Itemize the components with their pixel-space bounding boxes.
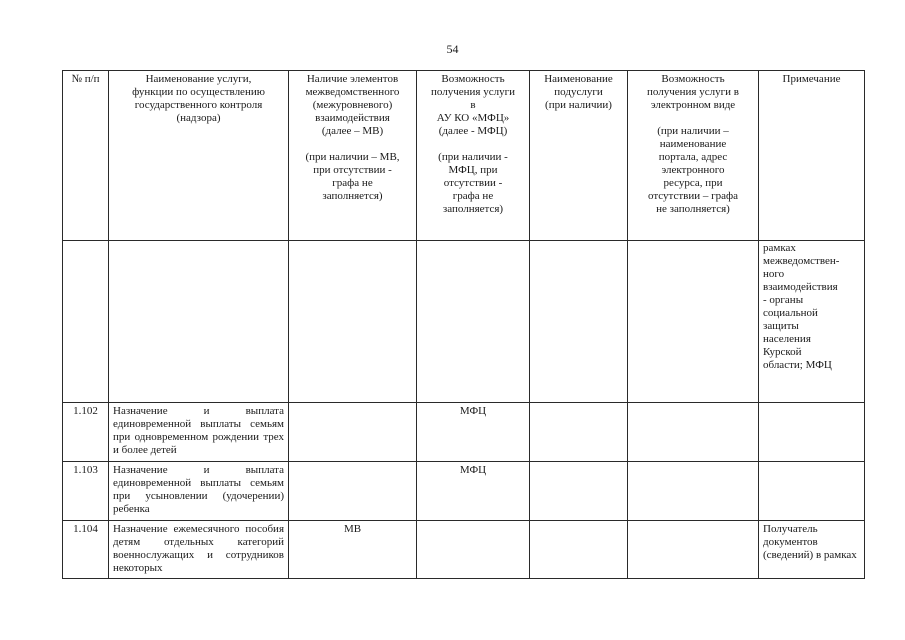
mfc-value: МФЦ <box>417 462 530 521</box>
mfc-value: МФЦ <box>417 403 530 462</box>
row-number: 1.104 <box>63 521 109 579</box>
electronic-value <box>628 462 759 521</box>
row-number: 1.102 <box>63 403 109 462</box>
note-value: Получатель документов (сведений) в рамках <box>759 521 865 579</box>
header-number: № п/п <box>63 71 109 241</box>
interagency-value: МВ <box>289 521 417 579</box>
electronic-value <box>628 241 759 403</box>
row-number <box>63 241 109 403</box>
subservice-value <box>530 403 628 462</box>
table-row <box>63 241 865 403</box>
subservice-value <box>530 241 628 403</box>
header-subservice: Наименование подуслуги (при наличии) <box>530 71 628 241</box>
interagency-value <box>289 462 417 521</box>
table-row <box>63 521 865 579</box>
interagency-value <box>289 241 417 403</box>
page-number: 54 <box>446 42 459 56</box>
header-service-name: Наименование услуги, функции по осуществлению государственного контроля (надзора) <box>109 71 289 241</box>
note-value: рамках межведомствен- ного взаимодействия - органы социальной защиты населения Курской области; МФЦ <box>759 241 865 403</box>
header-interagency: Наличие элементов межведомственного (межуровневого) взаимодействия (далее – МВ) (при наличии – МВ, при отсутствии - графа не заполняется) <box>289 71 417 241</box>
services-table <box>62 70 865 579</box>
service-name: Назначение ежемесячного пособия детям отдельных категорий военнослужащих и сотрудников некоторых <box>109 521 289 579</box>
note-value <box>759 403 865 462</box>
interagency-value <box>289 403 417 462</box>
header-note: Примечание <box>759 71 865 241</box>
electronic-value <box>628 521 759 579</box>
subservice-value <box>530 521 628 579</box>
header-electronic: Возможность получения услуги в электронном виде (при наличии – наименование портала, адрес электронного ресурса, при отсутствии – графа не заполняется) <box>628 71 759 241</box>
row-number: 1.103 <box>63 462 109 521</box>
service-name: Назначение и выплата единовременной выплаты семьям при усыновлении (удочерении) ребенка <box>109 462 289 521</box>
electronic-value <box>628 403 759 462</box>
mfc-value <box>417 521 530 579</box>
table-row <box>63 462 865 521</box>
subservice-value <box>530 462 628 521</box>
table-row <box>63 403 865 462</box>
table-header-row <box>63 71 865 241</box>
header-mfc: Возможность получения услуги в АУ КО «МФЦ» (далее - МФЦ) (при наличии - МФЦ, при отсутствии - графа не заполняется) <box>417 71 530 241</box>
service-name: Назначение и выплата единовременной выплаты семьям при одновременном рождении трех и более детей <box>109 403 289 462</box>
mfc-value <box>417 241 530 403</box>
service-name <box>109 241 289 403</box>
note-value <box>759 462 865 521</box>
